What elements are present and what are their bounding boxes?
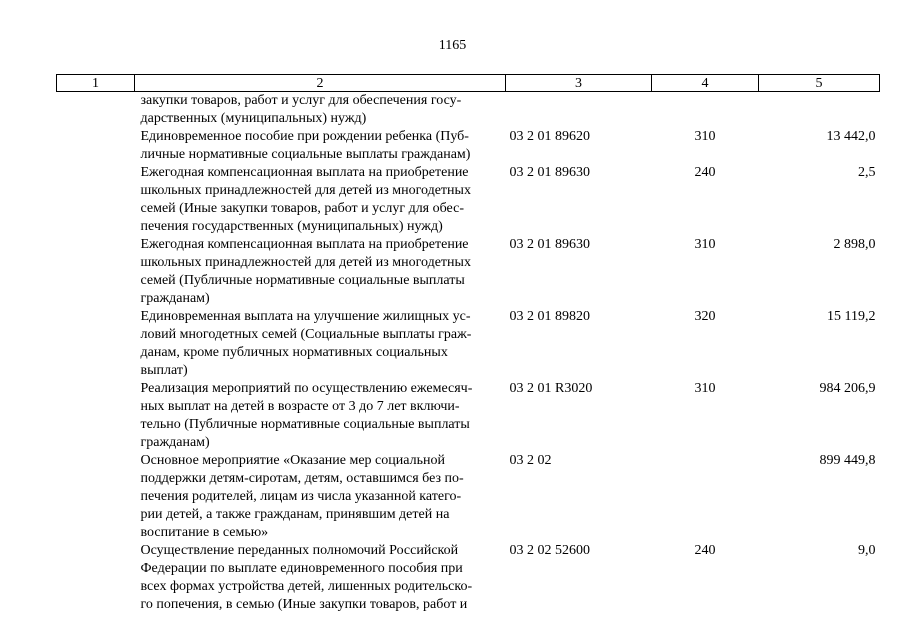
item-name-line: ловий многодетных семей (Социальные выплаты граж- xyxy=(140,327,472,342)
item-name-line: гражданам) xyxy=(140,291,210,306)
item-name-line: Единовременное пособие при рождении ребенка (Пуб- xyxy=(140,129,469,144)
item-name-line: закупки товаров, работ и услуг для обеспечения госу- xyxy=(140,93,462,108)
item-name-line: дарственных (муниципальных) нужд) xyxy=(140,111,367,126)
amount-cell: 899 449,8 xyxy=(819,453,876,468)
item-name-line: всех формах устройства детей, лишенных родительско- xyxy=(140,579,473,594)
budget-code-cell: 03 2 01 89620 xyxy=(509,129,590,144)
table-row xyxy=(57,542,880,614)
item-name-line: Ежегодная компенсационная выплата на приобретение xyxy=(140,165,469,180)
item-name-line: тельно (Публичные нормативные социальные выплаты xyxy=(140,417,470,432)
item-name-line: семей (Иные закупки товаров, работ и услуг для обес- xyxy=(140,201,464,216)
item-name-line: Основное мероприятие «Оказание мер социальной xyxy=(140,453,445,468)
item-name-line: ных выплат на детей в возрасте от 3 до 7 лет включи- xyxy=(140,399,460,414)
amount-cell xyxy=(759,92,880,129)
header-col-2: 2 xyxy=(135,75,506,92)
expense-type-cell: 310 xyxy=(694,381,716,396)
expense-type-cell: 310 xyxy=(694,129,716,144)
item-name-line: Федерации по выплате единовременного пособия при xyxy=(140,561,463,576)
table-row xyxy=(57,380,880,452)
table-row xyxy=(57,452,880,542)
row-number-cell xyxy=(57,92,135,129)
item-name-cell xyxy=(135,452,506,542)
item-name-line: данам, кроме публичных нормативных социальных xyxy=(140,345,448,360)
budget-table xyxy=(56,74,880,614)
amount-cell: 15 119,2 xyxy=(827,309,876,324)
expense-type-cell: 240 xyxy=(694,165,716,180)
header-col-1: 1 xyxy=(57,75,135,92)
item-name-line: школьных принадлежностей для детей из многодетных xyxy=(140,255,471,270)
table-row xyxy=(57,164,880,236)
item-name-cell xyxy=(135,164,506,236)
header-row xyxy=(57,75,880,92)
item-name-line: Ежегодная компенсационная выплата на приобретение xyxy=(140,237,469,252)
item-name-line: воспитание в семью» xyxy=(140,525,269,540)
item-name-line: Осуществление переданных полномочий Российской xyxy=(140,543,459,558)
item-name-cell xyxy=(135,542,506,614)
item-name-line: го попечения, в семью (Иные закупки товаров, работ и xyxy=(140,597,468,612)
table-row xyxy=(57,128,880,164)
budget-code-cell: 03 2 01 89630 xyxy=(509,165,590,180)
table-row xyxy=(57,92,880,129)
item-name-line: поддержки детям-сиротам, детям, оставшимся без по- xyxy=(140,471,464,486)
item-name-line: Реализация мероприятий по осуществлению ежемесяч- xyxy=(140,381,473,396)
budget-code-cell: 03 2 01 R3020 xyxy=(509,381,593,396)
row-number-cell xyxy=(57,452,135,542)
expense-type-cell xyxy=(652,92,759,129)
expense-type-cell: 240 xyxy=(694,543,716,558)
item-name-line: школьных принадлежностей для детей из многодетных xyxy=(140,183,471,198)
item-name-line: печения государственных (муниципальных) нужд) xyxy=(140,219,443,234)
table-body xyxy=(57,92,880,615)
row-number-cell xyxy=(57,308,135,380)
item-name-cell xyxy=(135,236,506,308)
header-col-3: 3 xyxy=(506,75,652,92)
row-number-cell xyxy=(57,128,135,164)
item-name-cell xyxy=(135,92,506,129)
item-name-line: семей (Публичные нормативные социальные выплаты xyxy=(140,273,465,288)
header-col-4: 4 xyxy=(652,75,759,92)
row-number-cell xyxy=(57,380,135,452)
amount-cell: 9,0 xyxy=(858,543,876,558)
item-name-line: Единовременная выплата на улучшение жилищных ус- xyxy=(140,309,471,324)
row-number-cell xyxy=(57,236,135,308)
budget-code-cell: 03 2 01 89630 xyxy=(509,237,590,252)
budget-code-cell: 03 2 02 52600 xyxy=(509,543,590,558)
budget-code-cell: 03 2 02 xyxy=(509,453,552,468)
amount-cell: 984 206,9 xyxy=(819,381,876,396)
budget-code-cell: 03 2 01 89820 xyxy=(509,309,590,324)
header-col-5: 5 xyxy=(759,75,880,92)
amount-cell: 2,5 xyxy=(858,165,876,180)
table-row xyxy=(57,236,880,308)
item-name-line: гражданам) xyxy=(140,435,210,450)
item-name-line: выплат) xyxy=(140,363,188,378)
expense-type-cell: 310 xyxy=(694,237,716,252)
row-number-cell xyxy=(57,542,135,614)
expense-type-cell xyxy=(652,452,759,542)
item-name-line: личные нормативные социальные выплаты гражданам) xyxy=(140,147,471,162)
item-name-line: рии детей, а также гражданам, принявшим детей на xyxy=(140,507,450,522)
table-header xyxy=(57,75,880,92)
amount-cell: 13 442,0 xyxy=(826,129,876,144)
item-name-cell xyxy=(135,308,506,380)
expense-type-cell: 320 xyxy=(694,309,716,324)
item-name-cell xyxy=(135,128,506,164)
page-number: 1165 xyxy=(438,38,467,53)
amount-cell: 2 898,0 xyxy=(833,237,876,252)
item-name-line: печения родителей, лицам из числа указанной катего- xyxy=(140,489,462,504)
table-row xyxy=(57,308,880,380)
row-number-cell xyxy=(57,164,135,236)
budget-code-cell xyxy=(506,92,652,129)
item-name-cell xyxy=(135,380,506,452)
